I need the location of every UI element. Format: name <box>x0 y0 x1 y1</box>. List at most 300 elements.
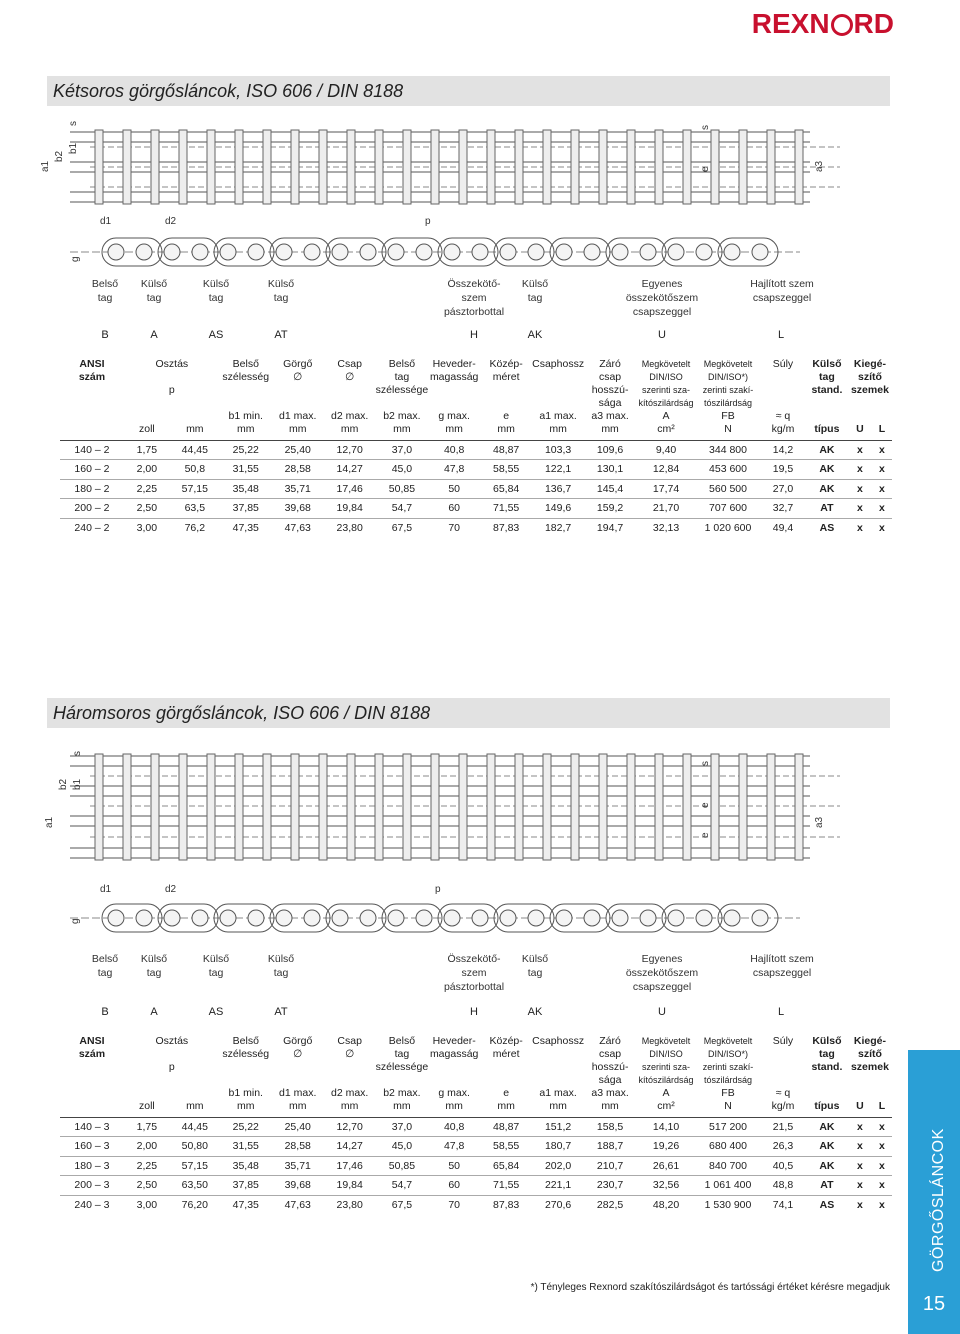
pin-shape <box>627 754 635 860</box>
table-cell: x <box>872 1156 892 1175</box>
header-unit: mm <box>237 423 255 435</box>
table-cell: 17,46 <box>324 1156 376 1175</box>
roller-shape <box>584 910 600 926</box>
table-cell: 37,85 <box>220 1176 272 1195</box>
table-cell: 37,0 <box>376 1118 429 1137</box>
header-symbol <box>872 410 892 423</box>
header-cell: Heveder- magasság <box>429 358 479 383</box>
table-cell: 2,25 <box>124 1156 170 1175</box>
dim-d1: d1 <box>100 216 112 227</box>
pin-shape <box>235 754 243 860</box>
roller-shape <box>752 910 768 926</box>
table-cell: AS <box>806 1195 848 1214</box>
roller-shape <box>164 244 180 260</box>
table-cell: 1,75 <box>124 1118 170 1137</box>
pin-shape <box>179 754 187 860</box>
pin-shape <box>655 754 663 860</box>
table-cell: 60 <box>428 1176 480 1195</box>
header-unit: N <box>724 1100 732 1112</box>
header-unit <box>60 1100 124 1118</box>
header-cell: Osztás p <box>155 1035 189 1073</box>
header-cell: Megkövetelt DIN/ISO*) zerinti szakí- tószilárdság <box>702 359 754 408</box>
table-cell: AK <box>806 479 848 498</box>
table-cell: x <box>872 460 892 479</box>
table-cell: 240 – 3 <box>60 1195 124 1214</box>
dim-s-left: s <box>72 751 83 756</box>
link-code: AT <box>274 329 288 341</box>
table-cell: 3,00 <box>124 1195 170 1214</box>
table-cell: 87,83 <box>480 1195 532 1214</box>
header-unit: kg/m <box>771 423 795 435</box>
dim-s-right: s <box>700 125 711 130</box>
table-cell: 40,8 <box>428 441 480 460</box>
pin-shape <box>375 754 383 860</box>
pin-shape <box>739 754 747 860</box>
table-cell: x <box>848 1195 872 1214</box>
table-row <box>60 460 892 479</box>
dim-a1: a1 <box>40 160 51 172</box>
header-unit: típus <box>814 1100 840 1112</box>
table-cell: 19,26 <box>636 1137 696 1156</box>
header-cell: ANSI szám <box>78 358 106 383</box>
table-cell: 57,15 <box>170 479 220 498</box>
table-cell: 3,00 <box>124 518 170 537</box>
table-cell: 188,7 <box>584 1137 636 1156</box>
roller-shape <box>304 910 320 926</box>
roller-shape <box>444 910 460 926</box>
header-symbol: d2 max. <box>330 1087 369 1099</box>
table-cell: 45,0 <box>376 460 429 479</box>
header-symbol: b1 min. <box>228 410 263 422</box>
section-title-triple: Háromsoros görgősláncok, ISO 606 / DIN 8188 <box>47 698 890 728</box>
roller-shape <box>640 244 656 260</box>
table-cell: 32,56 <box>636 1176 696 1195</box>
dim-e: e <box>700 832 711 838</box>
link-label: Külső tag <box>267 953 295 979</box>
chapter-label: GÖRGŐSLÁNCOK <box>930 1128 947 1272</box>
roller-shape <box>500 910 516 926</box>
header-symbol: a3 max. <box>591 410 629 422</box>
header-symbol: d1 max. <box>279 410 317 422</box>
table-cell: 58,55 <box>480 460 532 479</box>
header-symbol <box>60 1087 124 1100</box>
header-symbol <box>60 410 124 423</box>
roller-shape <box>388 244 404 260</box>
table-cell: 1 061 400 <box>696 1176 760 1195</box>
pin-shape <box>151 754 159 860</box>
table-cell: 180 – 3 <box>60 1156 124 1175</box>
dim-e: e <box>700 802 711 808</box>
table-cell: 37,85 <box>220 499 272 518</box>
roller-shape <box>528 244 544 260</box>
header-unit: mm <box>237 1100 255 1112</box>
table-cell: 31,55 <box>220 460 272 479</box>
header-symbol: FB <box>721 410 735 422</box>
header-unit: mm <box>549 1100 567 1112</box>
roller-shape <box>304 244 320 260</box>
link-label: Összekötő- szem pásztorbottal <box>443 953 505 993</box>
header-cell: Záró csap hosszú- sága <box>591 358 629 409</box>
pin-shape <box>599 130 607 204</box>
roller-shape <box>444 244 460 260</box>
link-label: Külső tag <box>521 953 549 979</box>
pin-shape <box>543 754 551 860</box>
roller-shape <box>472 244 488 260</box>
table-cell: 230,7 <box>584 1176 636 1195</box>
table-cell: x <box>848 479 872 498</box>
link-code: AS <box>208 1006 224 1018</box>
table-cell: 200 – 2 <box>60 499 124 518</box>
pin-shape <box>711 754 719 860</box>
header-symbol: a3 max. <box>591 1087 629 1099</box>
header-symbol: FB <box>721 1087 735 1099</box>
header-cell: Kiegé- szítő szemek <box>850 1035 889 1073</box>
header-unit: mm <box>549 423 567 435</box>
header-symbol: d2 max. <box>330 410 369 422</box>
roller-shape <box>248 910 264 926</box>
dim-s-left: s <box>68 121 79 126</box>
pin-shape <box>123 754 131 860</box>
table-cell: 47,63 <box>272 518 324 537</box>
table-cell: x <box>872 1137 892 1156</box>
pin-shape <box>179 130 187 204</box>
header-symbol: a1 max. <box>539 410 577 422</box>
table-cell: 21,70 <box>636 499 696 518</box>
header-cell: Belső szélesség <box>222 1035 270 1060</box>
table-cell: 40,8 <box>428 1118 480 1137</box>
header-unit <box>60 423 124 441</box>
table-cell: x <box>848 1137 872 1156</box>
header-unit: mm <box>497 1100 515 1112</box>
pin-shape <box>375 130 383 204</box>
pin-shape <box>767 754 775 860</box>
table-cell: x <box>848 499 872 518</box>
table-cell: 12,70 <box>324 441 376 460</box>
pin-shape <box>459 130 467 204</box>
pin-shape <box>207 754 215 860</box>
link-code: B <box>101 1006 109 1018</box>
footnote: *) Tényleges Rexnord szakítószilárdságot és tartóssági értéket kérésre megadjuk <box>530 1282 890 1293</box>
table-cell: 40,5 <box>760 1156 806 1175</box>
roller-shape <box>360 910 376 926</box>
spec-table-triple <box>60 1035 892 1214</box>
pin-shape <box>403 754 411 860</box>
link-code: H <box>470 329 478 341</box>
roller-shape <box>668 910 684 926</box>
link-label: Külső tag <box>267 278 295 304</box>
dim-g: g <box>70 918 81 924</box>
roller-shape <box>472 910 488 926</box>
header-cell: Megkövetelt DIN/ISO*) zerinti szakí- tószilárdság <box>702 1036 754 1085</box>
table-cell: 109,6 <box>584 441 636 460</box>
link-label: Belső tag <box>91 953 119 979</box>
table-cell: x <box>872 1195 892 1214</box>
table-cell: 160 – 3 <box>60 1137 124 1156</box>
table-cell: 25,40 <box>272 1118 324 1137</box>
link-code: U <box>658 1006 666 1018</box>
table-cell: 130,1 <box>584 460 636 479</box>
header-cell: Megkövetelt DIN/ISO szerinti sza- kítószilárdság <box>638 359 694 408</box>
roller-shape <box>164 910 180 926</box>
header-cell: Kiegé- szítő szemek <box>850 358 889 396</box>
table-cell: 1,75 <box>124 441 170 460</box>
header-symbol <box>848 1087 872 1100</box>
table-cell: 27,0 <box>760 479 806 498</box>
pin-shape <box>795 754 803 860</box>
table-cell: 12,84 <box>636 460 696 479</box>
table-cell: 28,58 <box>272 460 324 479</box>
table-cell: 50,80 <box>170 1137 220 1156</box>
header-unit: mm <box>288 423 307 435</box>
table-cell: 240 – 2 <box>60 518 124 537</box>
roller-shape <box>724 244 740 260</box>
header-cell: Közép- méret <box>489 358 523 383</box>
roller-shape <box>276 910 292 926</box>
header-cell: Külső tag stand. <box>811 1035 843 1073</box>
pin-shape <box>263 130 271 204</box>
dim-d1: d1 <box>100 884 112 895</box>
header-unit: mm <box>601 423 619 435</box>
pin-shape <box>571 754 579 860</box>
table-cell: x <box>848 441 872 460</box>
header-cell: Záró csap hosszú- sága <box>591 1035 629 1086</box>
table-cell: 1 020 600 <box>696 518 760 537</box>
header-cell: Csap ∅ <box>337 358 362 383</box>
header-symbol: A <box>662 410 670 422</box>
header-unit: mm <box>497 423 515 435</box>
table-cell: x <box>848 1118 872 1137</box>
table-cell: 680 400 <box>696 1137 760 1156</box>
header-symbol: A <box>662 1087 670 1099</box>
table-cell: 48,8 <box>760 1176 806 1195</box>
link-code: L <box>777 329 785 341</box>
table-cell: 158,5 <box>584 1118 636 1137</box>
dim-a3: a3 <box>814 160 825 172</box>
table-cell: 17,74 <box>636 479 696 498</box>
table-cell: 39,68 <box>272 1176 324 1195</box>
table-row <box>60 479 892 498</box>
header-unit: U <box>856 423 864 435</box>
table-cell: 19,84 <box>324 499 376 518</box>
link-code: B <box>101 329 109 341</box>
roller-shape <box>584 244 600 260</box>
header-unit: L <box>878 423 886 435</box>
table-cell: 32,7 <box>760 499 806 518</box>
table-cell: 182,7 <box>532 518 584 537</box>
roller-shape <box>332 244 348 260</box>
table-cell: 23,80 <box>324 518 376 537</box>
link-label: Egyenes összekötőszem csapszeggel <box>625 278 699 318</box>
dim-b1: b1 <box>72 778 83 790</box>
dim-p: p <box>435 884 441 895</box>
table-cell: AK <box>806 460 848 479</box>
table-cell: 840 700 <box>696 1156 760 1175</box>
table-cell: 50,85 <box>376 1156 429 1175</box>
table-cell: 136,7 <box>532 479 584 498</box>
table-cell: 44,45 <box>170 1118 220 1137</box>
link-code: H <box>470 1006 478 1018</box>
table-cell: 140 – 3 <box>60 1118 124 1137</box>
header-unit: zoll <box>138 1100 155 1112</box>
table-cell: 9,40 <box>636 441 696 460</box>
roller-shape <box>220 910 236 926</box>
table-cell: 25,22 <box>220 441 272 460</box>
table-cell: 54,7 <box>376 499 429 518</box>
header-unit: U <box>856 1100 864 1112</box>
table-cell: 63,5 <box>170 499 220 518</box>
dim-b2: b2 <box>58 778 69 790</box>
table-cell: 50,85 <box>376 479 429 498</box>
table-cell: 47,35 <box>220 518 272 537</box>
table-cell: 180 – 2 <box>60 479 124 498</box>
triple-chain-diagram <box>40 738 890 938</box>
header-symbol: ≈ q <box>775 1087 791 1099</box>
dim-d2: d2 <box>165 884 177 895</box>
table-cell: 67,5 <box>376 518 429 537</box>
link-label: Összekötő- szem pásztorbottal <box>443 278 505 318</box>
table-cell: AK <box>806 1137 848 1156</box>
table-cell: 160 – 2 <box>60 460 124 479</box>
link-label: Külső tag <box>140 278 168 304</box>
table-cell: 453 600 <box>696 460 760 479</box>
table-cell: 71,55 <box>480 499 532 518</box>
dim-b1: b1 <box>68 142 79 154</box>
pin-shape <box>683 754 691 860</box>
table-cell: 35,48 <box>220 1156 272 1175</box>
table-cell: AT <box>806 1176 848 1195</box>
roller-shape <box>416 244 432 260</box>
dim-s-right: s <box>700 761 711 766</box>
table-cell: 28,58 <box>272 1137 324 1156</box>
table-cell: 35,71 <box>272 479 324 498</box>
header-symbol: e <box>503 410 510 422</box>
table-row <box>60 499 892 518</box>
table-cell: 122,1 <box>532 460 584 479</box>
dim-a1: a1 <box>44 816 55 828</box>
header-cell: Görgő ∅ <box>283 1035 313 1060</box>
roller-shape <box>388 910 404 926</box>
table-cell: 47,35 <box>220 1195 272 1214</box>
table-cell: 2,50 <box>124 499 170 518</box>
table-cell: 74,1 <box>760 1195 806 1214</box>
table-cell: 103,3 <box>532 441 584 460</box>
table-cell: 48,87 <box>480 441 532 460</box>
roller-shape <box>136 244 152 260</box>
header-symbol: d1 max. <box>279 1087 317 1099</box>
roller-shape <box>612 910 628 926</box>
roller-shape <box>108 910 124 926</box>
header-symbol <box>124 1087 170 1100</box>
roller-shape <box>640 910 656 926</box>
pin-shape <box>515 754 523 860</box>
roller-shape <box>556 244 572 260</box>
header-unit: mm <box>393 1100 411 1112</box>
table-cell: x <box>872 518 892 537</box>
roller-shape <box>528 910 544 926</box>
pin-shape <box>683 130 691 204</box>
header-symbol <box>848 410 872 423</box>
header-unit: mm <box>340 1100 359 1112</box>
header-unit: mm <box>288 1100 307 1112</box>
table-cell: 270,6 <box>532 1195 584 1214</box>
table-cell: x <box>848 1176 872 1195</box>
pin-shape <box>627 130 635 204</box>
table-cell: 50,8 <box>170 460 220 479</box>
header-symbol <box>806 410 848 423</box>
header-symbol: b2 max. <box>383 410 421 422</box>
header-symbol: g max. <box>438 410 470 422</box>
table-cell: 57,15 <box>170 1156 220 1175</box>
pin-shape <box>431 130 439 204</box>
header-cell: Belső tag szélessége <box>375 1035 429 1073</box>
roller-shape <box>192 910 208 926</box>
table-cell: 31,55 <box>220 1137 272 1156</box>
pin-shape <box>347 754 355 860</box>
table-cell: 145,4 <box>584 479 636 498</box>
header-cell: Csaphossz <box>532 1035 585 1047</box>
table-cell: 58,55 <box>480 1137 532 1156</box>
table-row <box>60 1195 892 1214</box>
table-cell: x <box>848 518 872 537</box>
table-cell: 25,22 <box>220 1118 272 1137</box>
table-cell: 70 <box>428 518 480 537</box>
table-cell: 25,40 <box>272 441 324 460</box>
header-unit: cm² <box>657 423 675 435</box>
roller-shape <box>696 910 712 926</box>
page-number: 15 <box>922 1293 946 1315</box>
header-symbol: b2 max. <box>383 1087 421 1099</box>
table-cell: 65,84 <box>480 1156 532 1175</box>
table-cell: 35,71 <box>272 1156 324 1175</box>
pin-shape <box>207 130 215 204</box>
table-cell: 14,2 <box>760 441 806 460</box>
table-cell: x <box>848 1156 872 1175</box>
table-cell: 210,7 <box>584 1156 636 1175</box>
pin-shape <box>95 130 103 204</box>
link-code: A <box>150 1006 158 1018</box>
table-cell: 47,63 <box>272 1195 324 1214</box>
link-label: Belső tag <box>91 278 119 304</box>
roller-shape <box>612 244 628 260</box>
table-cell: AK <box>806 441 848 460</box>
table-cell: 221,1 <box>532 1176 584 1195</box>
table-cell: 12,70 <box>324 1118 376 1137</box>
header-cell: Belső szélesség <box>222 358 270 383</box>
table-cell: 19,84 <box>324 1176 376 1195</box>
link-label: Hajlított szem csapszeggel <box>750 278 814 304</box>
table-cell: 19,5 <box>760 460 806 479</box>
pin-shape <box>403 130 411 204</box>
pin-shape <box>347 130 355 204</box>
dim-e: e <box>700 166 711 172</box>
header-unit: mm <box>186 423 204 435</box>
table-cell: 44,45 <box>170 441 220 460</box>
header-symbol <box>806 1087 848 1100</box>
header-cell: Heveder- magasság <box>429 1035 479 1060</box>
roller-shape <box>108 244 124 260</box>
dim-g: g <box>70 256 81 262</box>
roller-shape <box>416 910 432 926</box>
table-cell: 26,3 <box>760 1137 806 1156</box>
table-cell: 2,00 <box>124 460 170 479</box>
table-cell: 151,2 <box>532 1118 584 1137</box>
pin-shape <box>795 130 803 204</box>
table-cell: 2,50 <box>124 1176 170 1195</box>
pin-shape <box>739 130 747 204</box>
pin-shape <box>655 130 663 204</box>
table-cell: 71,55 <box>480 1176 532 1195</box>
table-cell: 707 600 <box>696 499 760 518</box>
